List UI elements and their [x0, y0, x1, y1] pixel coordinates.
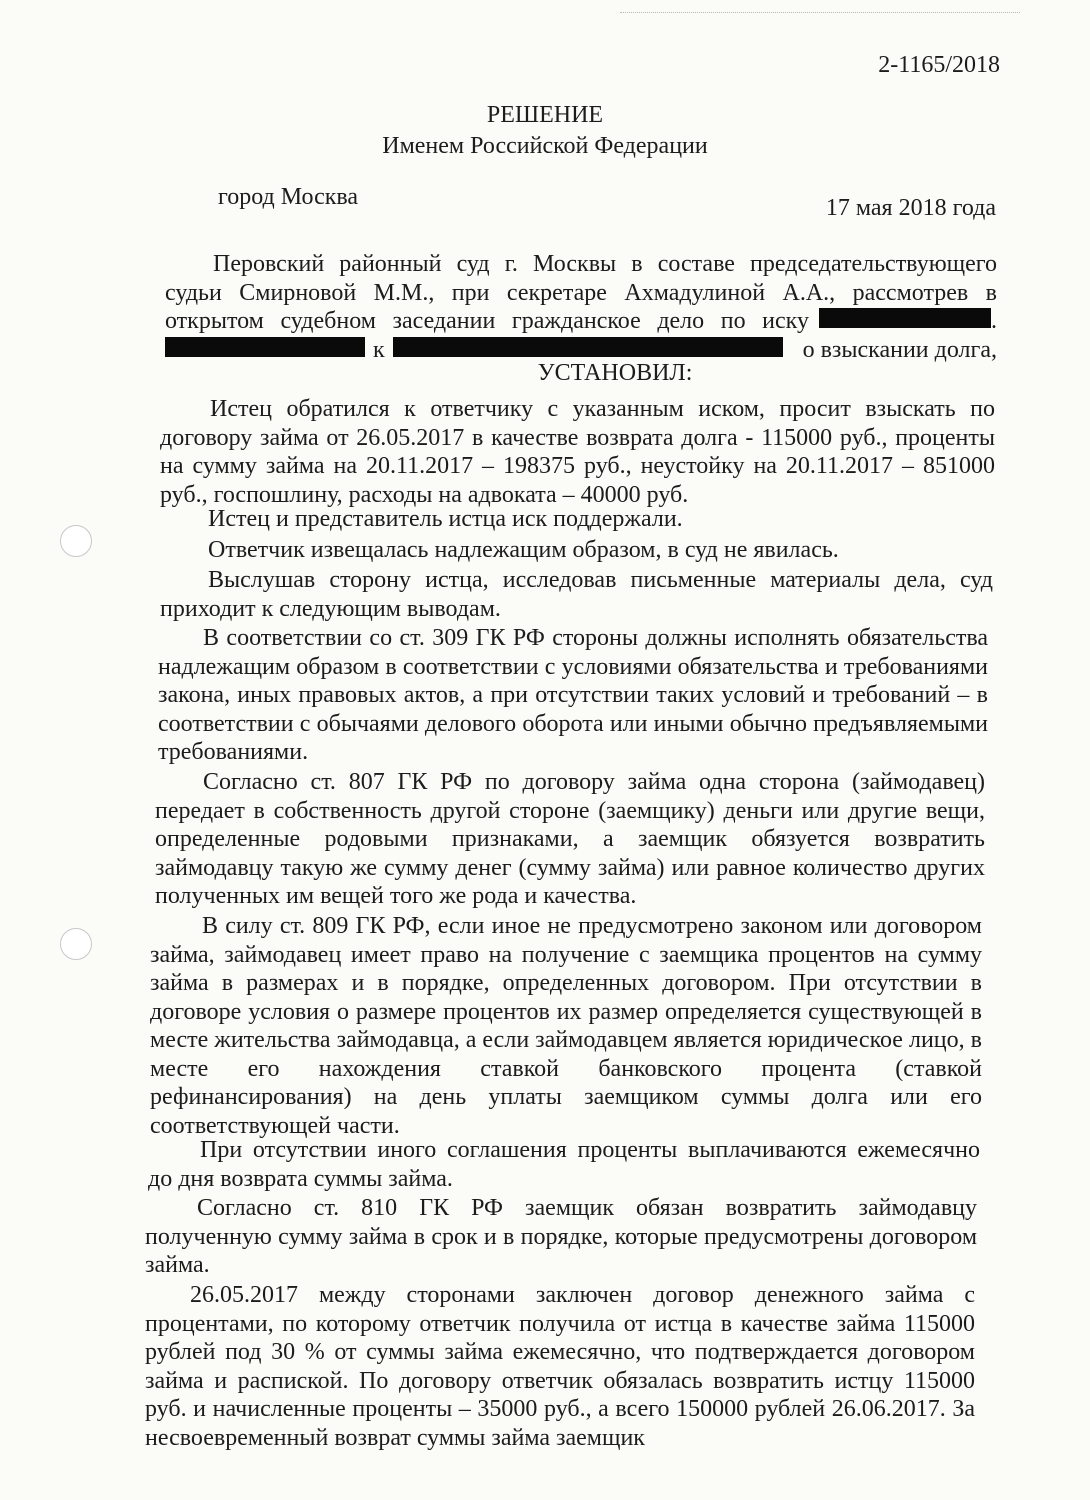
punch-hole-icon — [60, 928, 92, 960]
intro-block — [165, 250, 997, 364]
scan-edge-line — [620, 12, 1020, 13]
intro-line-4-end: о взыскании долга, — [802, 336, 997, 363]
city: город Москва — [218, 184, 359, 210]
case-number: 2-1165/2018 — [878, 52, 1000, 78]
paragraph-article-810: Согласно ст. 810 ГК РФ заемщик обязан возвратить займодавцу полученную сумму займа в срок и в порядке, которые предусмотрены договором займа. — [145, 1195, 977, 1278]
redacted-defendant — [393, 337, 783, 357]
intro-line-3-end: . — [991, 308, 997, 334]
paragraph-support: Истец и представитель истца иск поддержали. — [208, 506, 683, 532]
intro-line-3 — [165, 307, 997, 336]
paragraph-hearing: Выслушав сторону истца, исследовав письменные материалы дела, суд приходит к следующим выводам. — [160, 567, 993, 622]
paragraph-monthly-interest: При отсутствии иного соглашения проценты выплачиваются ежемесячно до дня возврата суммы займа. — [148, 1137, 980, 1192]
punch-hole-icon — [60, 525, 92, 557]
intro-line-4-k: к — [373, 336, 385, 363]
decision-date: 17 мая 2018 года — [825, 195, 996, 221]
established-heading: УСТАНОВИЛ: — [537, 360, 693, 386]
intro-line-3-text: открытом судебном заседании гражданское дело по иску — [165, 308, 809, 334]
paragraph-article-309: В соответствии со ст. 309 ГК РФ стороны должны исполнять обязательства надлежащим образом в соответствии с условиями обязательства и требованиями закона, иных правовых актов, а при отсутствии таких условий и требований – в соответствии с обычаями делового оборота или иными обычно предъявляемыми требованиями. — [158, 625, 988, 765]
paragraph-article-807: Согласно ст. 807 ГК РФ по договору займа одна сторона (займодавец) передает в собственность другой стороне (заемщику) деньги или другие вещи, определенные родовыми признаками, а заемщик обязуется возвратить займодавцу такую же сумму денег (сумму займа) или равное количество других полученных им вещей того же рода и качества. — [155, 769, 985, 909]
document-subtitle: Именем Российской Федерации — [382, 133, 708, 159]
intro-line-1: Перовский районный суд г. Москвы в составе председательствующего — [213, 251, 997, 277]
paragraph-article-809: В силу ст. 809 ГК РФ, если иное не предусмотрено законом или договором займа, займодавец имеет право на получение с заемщика процентов на сумму займа в размерах и в порядке, определенных договором. При отсутствии в договоре условия о размере процентов их размер определяется существующей в месте жительства займодавца, а если займодавцем является юридическое лицо, в месте его нахождения ставкой банковского процента (ставкой рефинансирования) на день уплаты заемщиком суммы долга или его соответствующей части. — [150, 913, 982, 1139]
redacted-plaintiff — [819, 308, 991, 328]
paragraph-claim: Истец обратился к ответчику с указанным иском, просит взыскать по договору займа от 26.05.2017 в качестве возврата долга - 115000 руб., проценты на сумму займа на 20.11.2017 – 198375 руб., неустойку на 20.11.2017 – 851000 руб., госпошлину, расходы на адвоката – 40000 руб. — [160, 396, 995, 508]
paragraph-defendant: Ответчик извещалась надлежащим образом, в суд не явилась. — [208, 537, 839, 563]
intro-line-2: судьи Смирновой М.М., при секретаре Ахмадулиной А.А., рассмотрев в — [165, 279, 997, 306]
paragraph-loan-agreement: 26.05.2017 между сторонами заключен договор денежного займа с процентами, по которому ответчик получила от истца в качестве займа 115000 рублей под 30 % от суммы займа ежемесячно, что подтверждается договором займа и распиской. По договору ответчик обязалась возвратить истцу 115000 руб. и начисленные проценты – 35000 руб., а всего 150000 рублей 26.06.2017. За несвоевременный возврат суммы займа заемщик — [145, 1282, 975, 1451]
document-title: РЕШЕНИЕ — [486, 102, 604, 128]
redacted-plaintiff-cont — [165, 337, 365, 357]
